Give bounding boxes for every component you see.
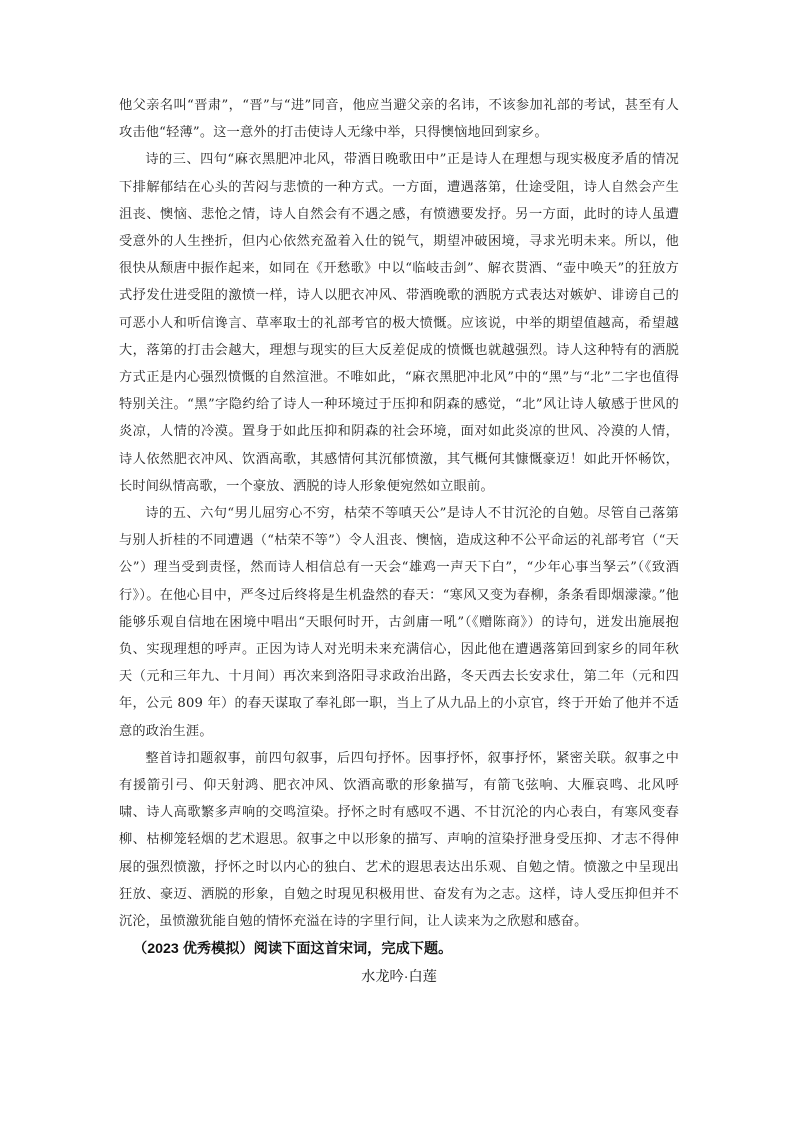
paragraph-summary: 整首诗扣题叙事，前四句叙事，后四句抒怀。因事抒怀，叙事抒怀，紧密关联。叙事之中有援箭引弓、仰天射鸿、肥衣冲风、饮酒高歌的形象描写，有箭飞弦响、大雁哀鸣、北风呼啸、诗人高歌繁多声响的交鸣渲染。抒怀之时有感叹不遇、不甘沉沦的内心表白，有寒风变春柳、枯柳笼轻烟的艺术遐思。叙事之中以形象的描写、声响的渲染抒泄身受压抑、才志不得伸展的强烈愤激，抒怀之时以内心的独白、艺术的遐思表达出乐观、自勉之情。愤激之中呈现出狂放、豪迈、洒脱的形象，自勉之时現见积极用世、奋发有为之志。这样，诗人受压抑但并不沉沦，虽愤激犹能自勉的情怀充溢在诗的字里行间，让人读来为之欣慰和感奋。 (119, 750, 679, 930)
question-prompt: （2023 优秀模拟）阅读下面这首宋词，完成下题。 (133, 941, 453, 958)
paragraph-continuation: 他父亲名叫“晋肃”，“晋”与“进”同音，他应当避父亲的名讳，不该参加礼部的考试，甚至有人攻击他“轻薄”。这一意外的打击使诗人无缘中举，只得懊恼地回到家乡。 (119, 98, 679, 141)
poem-title: 水龙吟·白莲 (361, 969, 437, 986)
paragraph-lines-5-6: 诗的五、六句“男儿屈穷心不穷，枯荣不等嗔天公”是诗人不甘沉沦的自勉。尽管自己落第与别人折桂的不同遭遇（“枯荣不等”）令人沮丧、懊恼，造成这种不公平命运的礼部考官（“天公”）理当受到责怪，然而诗人相信总有一天会“雄鸡一声天下白”，“少年心事当孥云”（《致酒行》）。在他心目中，严冬过后终将是生机盎然的春天：“寒风又变为春柳，条条看即烟濛濛。”他能够乐观自信地在困境中唱出“天眼何时开，古剑庸一吼”（《赠陈商》）的诗句，迸发出施展抱负、实现理想的呼声。正因为诗人对光明未来充满信心，因此他在遭遇落第回到家乡的同年秋天（元和三年九、十月间）再次来到洛阳寻求政治出路，冬天西去长安求仕，第二年（元和四年，公元 809 年）的春天谋取了奉礼郎一职，当上了从九品上的小京官，终于开始了他并不适意的政治生涯。 (119, 506, 679, 739)
paragraph-lines-3-4: 诗的三、四句“麻衣黑肥冲北风，带酒日晚歌田中”正是诗人在理想与现实极度矛盾的情况下排解郁结在心头的苦闷与悲愤的一种方式。一方面，遭遇落第，仕途受阻，诗人自然会产生沮丧、懊恼、悲怆之情，诗人自然会有不遇之感，有愤懑要发抒。另一方面，此时的诗人虽遭受意外的人生挫折，但内心依然充盈着入仕的锐气，期望冲破困境，寻求光明未来。所以，他很快从颓唐中振作起来，如同在《开愁歌》中以“临岐击剑”、解衣贳酒、“壶中唤天”的狂放方式抒发仕进受阻的激愤一样，诗人以肥衣冲风、带酒晚歌的洒脱方式表达对嫉妒、诽谤自己的可恶小人和听信谗言、草率取士的礼部考官的极大愤慨。应该说，中举的期望值越高，希望越大，落第的打击会越大，理想与现实的巨大反差促成的愤慨也就越强烈。诗人这种特有的洒脱方式正是内心强烈愤慨的自然渲泄。不唯如此，“麻衣黑肥冲北风”中的“黑”与“北”二字也值得特别关注。“黑”字隐约给了诗人一种环境过于压抑和阴森的感觉，“北”风让诗人敏感于世风的炎凉，人情的冷漠。置身于如此压抑和阴森的社会环境，面对如此炎凉的世风、冷漠的人情，诗人依然肥衣冲风、饮酒高歌，其感情何其沉郁愤激，其气概何其慷慨豪迈！如此开怀畅饮，长时间纵情高歌，一个豪放、洒脱的诗人形象便宛然如立眼前。 (119, 152, 679, 494)
document-body (119, 92, 679, 991)
